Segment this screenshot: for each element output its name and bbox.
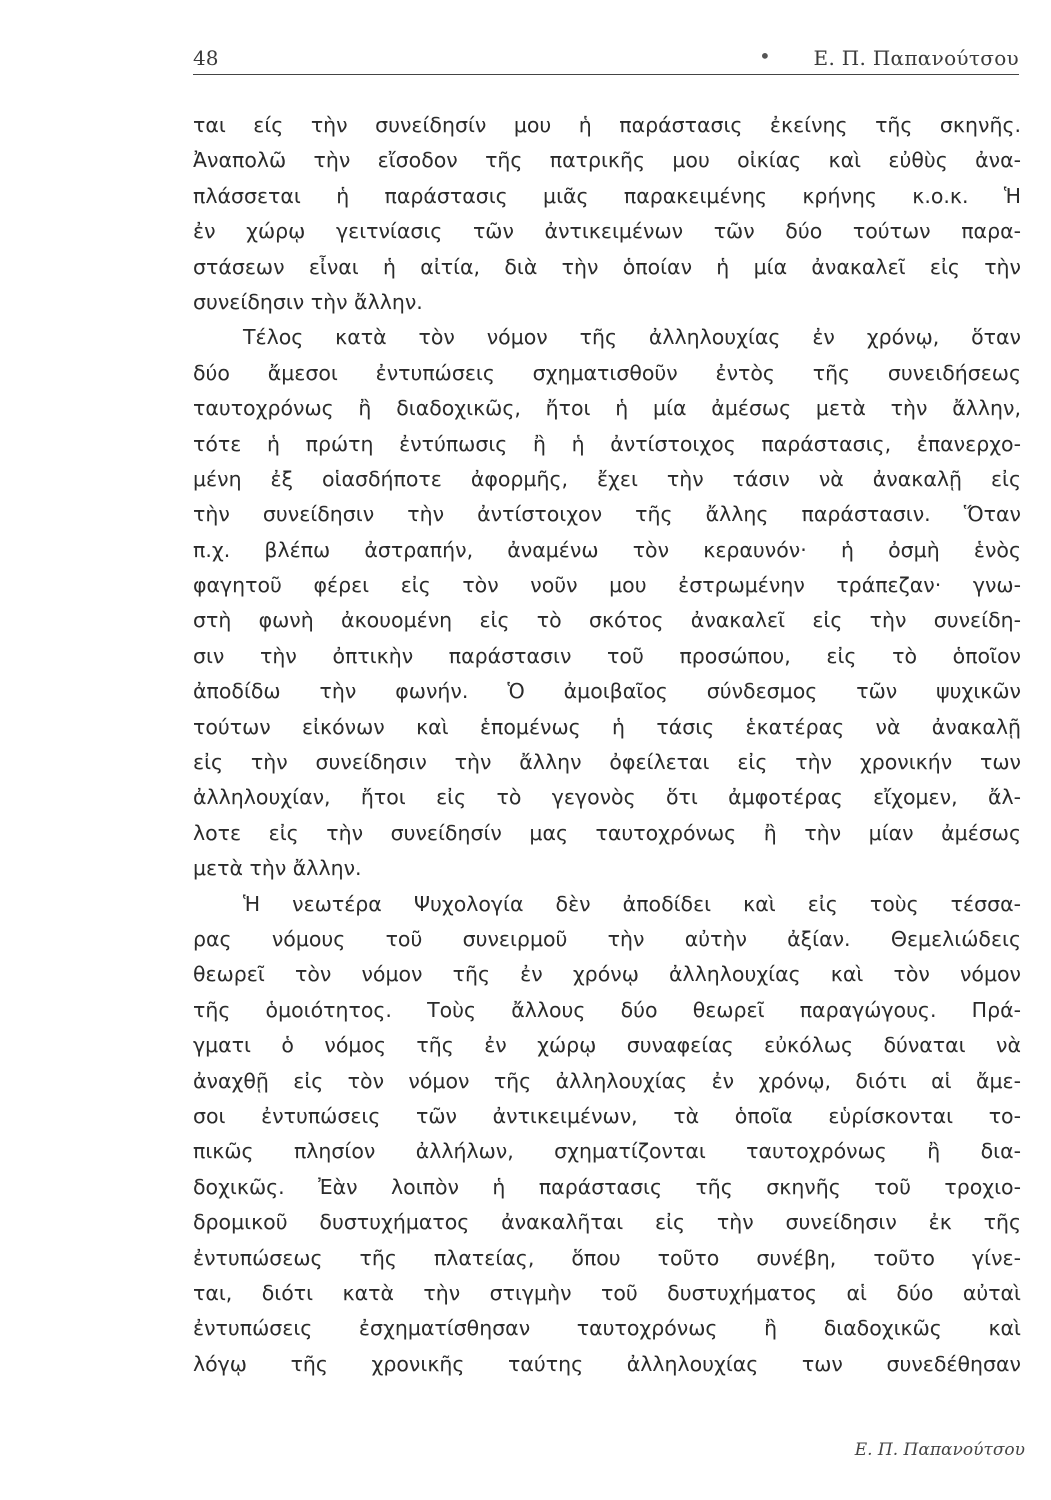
text-line: συνείδησιν τὴν ἄλλην.	[193, 289, 423, 314]
text-line: Τέλος κατὰ τὸν νόμον τῆς ἀλληλουχίας ἐν χρόνῳ, ὅταν	[243, 325, 1021, 350]
text-line: γματι ὁ νόμος τῆς ἐν χώρῳ συναφείας εὐκόλως δύναται νὰ	[193, 1033, 1021, 1058]
text-line: λοτε εἰς τὴν συνείδησίν μας ταυτοχρόνως ἢ τὴν μίαν ἀμέσως	[193, 820, 1021, 845]
text-line: δοχικῶς. Ἐὰν λοιπὸν ἡ παράστασις τῆς σκηνῆς τοῦ τροχιο-	[193, 1174, 1021, 1199]
text-line: μετὰ τὴν ἄλλην.	[193, 856, 362, 881]
text-line: Ἀναπολῶ τὴν εἴσοδον τῆς πατρικῆς μου οἰκίας καὶ εὐθὺς ἀνα-	[193, 148, 1021, 173]
text-line: θεωρεῖ τὸν νόμον τῆς ἐν χρόνῳ ἀλληλουχίας καὶ τὸν νόμον	[193, 962, 1021, 987]
text-line: ρας νόμους τοῦ συνειρμοῦ τὴν αὐτὴν ἀξίαν. Θεμελιώδεις	[193, 926, 1021, 951]
text-line: ἐντυπώσεως τῆς πλατείας, ὅπου τοῦτο συνέβη, τοῦτο γίνε-	[193, 1245, 1021, 1270]
text-line: τότε ἡ πρώτη ἐντύπωσις ἢ ἡ ἀντίστοιχος παράστασις, ἐπανερχο-	[193, 431, 1021, 456]
text-line: π.χ. βλέπω ἀστραπήν, ἀναμένω τὸν κεραυνόν· ἡ ὀσμὴ ἑνὸς	[193, 537, 1021, 562]
text-line: ται είς τὴν συνείδησίν μου ἡ παράστασις ἐκείνης τῆς σκηνῆς.	[193, 113, 1021, 137]
text-line: πλάσσεται ἡ παράστασις μιᾶς παρακειμένης κρήνης κ.ο.κ. Ἡ	[193, 183, 1021, 208]
text-line: ται, διότι κατὰ τὴν στιγμὴν τοῦ δυστυχήματος αἱ δύο αὐταὶ	[193, 1280, 1021, 1305]
text-line: πικῶς πλησίον ἀλλήλων, σχηματίζονται ταυτοχρόνως ἢ δια-	[193, 1139, 1021, 1164]
page-header	[193, 38, 1019, 75]
text-line: Ἡ νεωτέρα Ψυχολογία δὲν ἀποδίδει καὶ εἰς τοὺς τέσσα-	[243, 891, 1021, 916]
text-line: ἀλληλουχίαν, ἤτοι εἰς τὸ γεγονὸς ὅτι ἀμφοτέρας εἴχομεν, ἄλ-	[193, 785, 1021, 810]
text-line: σοι ἐντυπώσεις τῶν ἀντικειμένων, τὰ ὁποῖα εὑρίσκονται το-	[193, 1103, 1021, 1128]
text-line: ἀποδίδω τὴν φωνήν. Ὁ ἀμοιβαῖος σύνδεσμος τῶν ψυχικῶν	[193, 679, 1021, 704]
page-number: 48	[193, 46, 219, 70]
text-line: ἐντυπώσεις ἐσχηματίσθησαν ταυτοχρόνως ἢ διαδοχικῶς καὶ	[193, 1316, 1021, 1341]
footer-signature: Ε. Π. Παπανούτσου	[854, 1440, 1025, 1460]
text-line: ἀναχθῇ εἰς τὸν νόμον τῆς ἀλληλουχίας ἐν χρόνῳ, διότι αἱ ἄμε-	[193, 1068, 1021, 1093]
text-line: δρομικοῦ δυστυχήματος ἀνακαλῆται εἰς τὴν συνείδησιν ἐκ τῆς	[193, 1210, 1021, 1235]
text-line: τούτων εἰκόνων καὶ ἑπομένως ἡ τάσις ἑκατέρας νὰ ἀνακαλῇ	[193, 714, 1021, 739]
text-line: μένη ἐξ οἱασδήποτε ἀφορμῆς, ἔχει τὴν τάσιν νὰ ἀνακαλῇ εἰς	[193, 466, 1021, 491]
body-text	[193, 108, 1021, 1382]
text-line: τῆς ὁμοιότητος. Τοὺς ἄλλους δύο θεωρεῖ παραγώγους. Πρά-	[193, 997, 1021, 1022]
text-line: στὴ φωνὴ ἀκουομένη εἰς τὸ σκότος ἀνακαλεῖ εἰς τὴν συνείδη-	[193, 608, 1021, 633]
running-head: Ε. Π. Παπανούτσου	[813, 46, 1019, 70]
text-line: στάσεων εἶναι ἡ αἰτία, διὰ τὴν ὁποίαν ἡ μία ἀνακαλεῖ εἰς τὴν	[193, 254, 1021, 279]
text-line: δύο ἄμεσοι ἐντυπώσεις σχηματισθοῦν ἐντὸς τῆς συνειδήσεως	[193, 360, 1021, 385]
header-separator: •	[759, 44, 771, 68]
text-line: σιν τὴν ὀπτικὴν παράστασιν τοῦ προσώπου, εἰς τὸ ὁποῖον	[193, 643, 1021, 668]
text-line: ταυτοχρόνως ἢ διαδοχικῶς, ἤτοι ἡ μία ἀμέσως μετὰ τὴν ἄλλην,	[193, 396, 1021, 421]
text-line: εἰς τὴν συνείδησιν τὴν ἄλλην ὀφείλεται εἰς τὴν χρονικήν των	[193, 750, 1021, 775]
text-line: ἐν χώρῳ γειτνίασις τῶν ἀντικειμένων τῶν δύο τούτων παρα-	[193, 219, 1021, 244]
text-line: λόγῳ τῆς χρονικῆς ταύτης ἀλληλουχίας των συνεδέθησαν	[193, 1351, 1021, 1376]
text-line: φαγητοῦ φέρει εἰς τὸν νοῦν μου ἐστρωμένην τράπεζαν· γνω-	[193, 573, 1021, 598]
text-line: τὴν συνείδησιν τὴν ἀντίστοιχον τῆς ἄλλης παράστασιν. Ὅταν	[193, 502, 1021, 527]
